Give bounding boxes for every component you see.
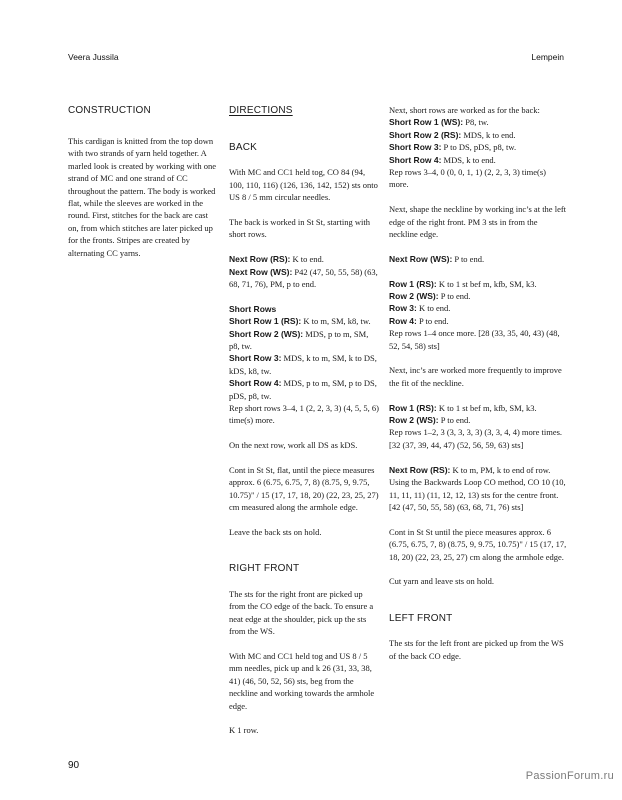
neck-row-3a: Row 3: K to end.	[389, 303, 451, 314]
left-front-heading: LEFT FRONT	[389, 612, 453, 624]
left-front-intro-paragraph: The sts for the left front are picked up from the WS of the back CO edge.	[389, 638, 564, 661]
neckline-shaping-paragraph: Next, shape the neckline by working inc’s at the left edge of the right front. PM 3 sts in from the neckline edge.	[389, 204, 567, 240]
back-short-row-1: Short Row 1 (RS): K to m, SM, k8, tw.	[229, 316, 371, 327]
back-heading: BACK	[229, 142, 258, 153]
back-next-row-ws: Next Row (WS): P42 (47, 50, 55, 58) (63, 68, 71, 76), PM, p to end.	[229, 266, 378, 290]
neck-row-2b: Row 2 (WS): P to end.	[389, 415, 471, 426]
back-hold-paragraph: Leave the back sts on hold.	[229, 527, 322, 538]
directions-heading: DIRECTIONS	[229, 105, 293, 116]
short-rows-heading: Short Rows	[229, 303, 277, 314]
front-short-row-2: Short Row 2 (RS): MDS, k to end.	[389, 129, 516, 140]
front-short-row-4: Short Row 4: MDS, k to end.	[389, 154, 496, 165]
front-short-row-1: Short Row 1 (WS): P8, tw.	[389, 117, 489, 128]
back-st-st-paragraph: The back is worked in St St, starting with short rows.	[229, 217, 370, 240]
front-next-row-rs: Next Row (RS): K to m, PM, k to end of row. Using the Backwards Loop CO method, CO 10 (10, 11, 11, 11) (11, 12, 12, 13) sts for the centre front. [42 (47, 50, 55, 58) (63, 68, 71, 76) sts]	[389, 464, 566, 512]
back-next-row-ds-paragraph: On the next row, work all DS as kDS.	[229, 440, 358, 451]
front-next-row-ws: Next Row (WS): P to end.	[389, 253, 485, 264]
inc-frequency-paragraph: Next, inc’s are worked more frequently to improve the fit of the neckline.	[389, 365, 562, 388]
column-construction	[68, 104, 216, 259]
column-directions	[229, 104, 379, 737]
front-measure-paragraph: Cont in St St until the piece measures approx. 6 (6.75, 6.75, 7, 8) (8.75, 9, 9.75, 10.75)" / 15 (17, 17, 18, 20) (22, 23, 25, 27) cm along the armhole edge.	[389, 526, 567, 562]
neck-row-2a: Row 2 (WS): P to end.	[389, 291, 471, 302]
back-short-row-3: Short Row 3: MDS, k to m, SM, k to DS, kDS, k8, tw.	[229, 353, 377, 376]
right-front-k1-row: K 1 row.	[229, 725, 259, 736]
column-right-front-cont	[389, 104, 567, 662]
back-cast-on-paragraph: With MC and CC1 held tog, CO 84 (94, 100, 110, 116) (126, 136, 142, 152) sts onto US 8 / 5 mm circular needles.	[229, 167, 378, 203]
front-cut-yarn-paragraph: Cut yarn and leave sts on hold.	[389, 576, 495, 587]
running-header-title: Lempein	[531, 52, 564, 62]
right-front-intro-paragraph: The sts for the right front are picked up from the CO edge of the back. To ensure a neat edge at the shoulder, pick up the sts from the WS.	[229, 588, 374, 637]
neck-repeat-2: Rep rows 1–2, 3 (3, 3, 3, 3) (3, 3, 4, 4) more times. [32 (37, 39, 44, 47) (52, 56, 59, 63) sts]	[389, 427, 563, 450]
back-short-row-4: Short Row 4: MDS, p to m, SM, p to DS, pDS, p8, tw.	[229, 378, 377, 401]
short-rows-intro: Next, short rows are worked as for the back:	[389, 105, 540, 115]
running-header-author: Veera Jussila	[68, 52, 119, 62]
back-short-row-2: Short Row 2 (WS): MDS, p to m, SM, p8, tw.	[229, 328, 369, 352]
neck-row-1a: Row 1 (RS): K to 1 st bef m, kfb, SM, k3.	[389, 278, 537, 289]
neck-row-4a: Row 4: P to end.	[389, 315, 449, 326]
neck-repeat-1: Rep rows 1–4 once more. [28 (33, 35, 40, 43) (48, 52, 54, 58) sts]	[389, 328, 560, 351]
back-measure-paragraph: Cont in St St, flat, until the piece measures approx. 6 (6.75, 6.75, 7, 8) (8.75, 9, 9.75, 10.75)" / 15 (17, 17, 18, 20) (22, 23, 25, 27) cm measured along the armhole edge.	[229, 465, 379, 513]
right-front-heading: RIGHT FRONT	[229, 563, 300, 575]
neck-row-1b: Row 1 (RS): K to 1 st bef m, kfb, SM, k3.	[389, 402, 537, 413]
front-short-row-3: Short Row 3: P to DS, pDS, p8, tw.	[389, 142, 517, 153]
front-short-row-repeat: Rep rows 3–4, 0 (0, 0, 1, 1) (2, 2, 3, 3) time(s) more.	[389, 167, 546, 190]
back-short-row-repeat: Rep short rows 3–4, 1 (2, 2, 3, 3) (4, 5, 5, 6) time(s) more.	[229, 403, 379, 426]
watermark: PassionForum.ru	[525, 770, 614, 782]
right-front-pickup-paragraph: With MC and CC1 held tog and US 8 / 5 mm needles, pick up and k 26 (31, 33, 38, 41) (46, 50, 52, 56) sts, beg from the neckline and working towards the armhole edge.	[229, 650, 375, 711]
construction-heading: CONSTRUCTION	[68, 105, 151, 116]
page-number: 90	[68, 760, 80, 771]
construction-paragraph: This cardigan is knitted from the top down with two strands of yarn held together. A marled look is created by working with one strand of MC and one strand of CC throughout the pattern. The body is worked flat, while the sleeves are worked in the round. First, stitches for the back are cast on, from which stitches are later picked up for the fronts. Stripes are created by alternating CC yarns.	[68, 136, 217, 258]
back-next-row-rs: Next Row (RS): K to end.	[229, 254, 324, 265]
